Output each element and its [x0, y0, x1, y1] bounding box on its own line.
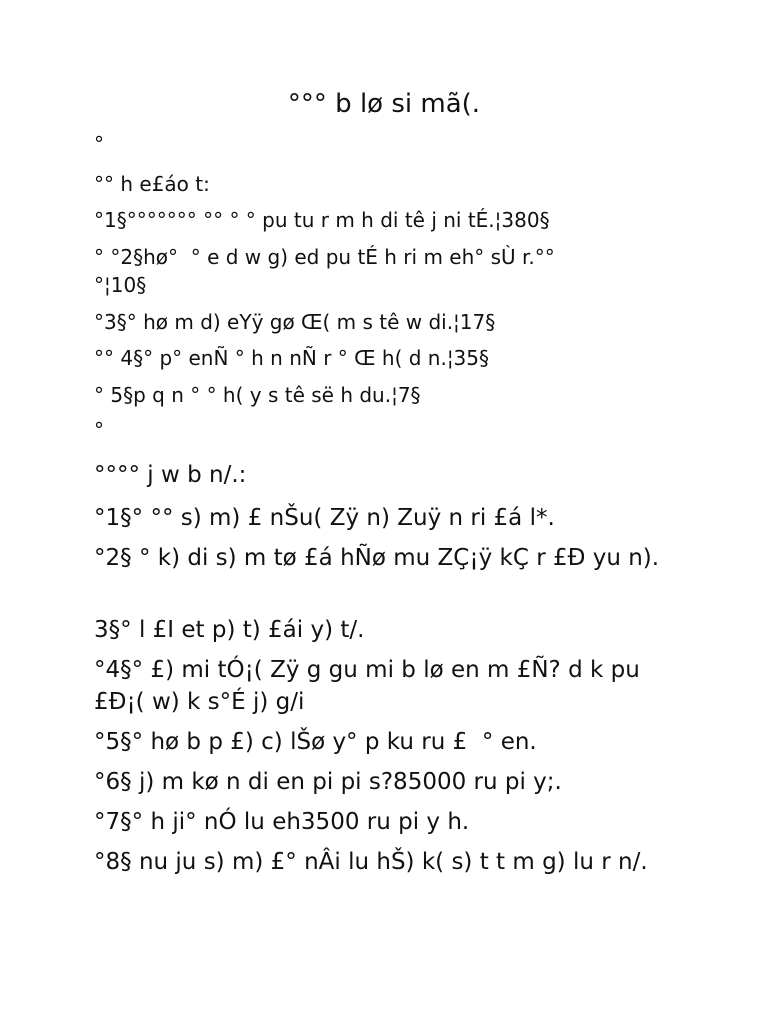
list-item: 3§° l £I et p) t) £ái y) t/.	[94, 617, 365, 643]
list-item-continuation: °¦10§	[94, 273, 147, 297]
section-heading: °° h e£áo t:	[94, 172, 210, 196]
list-item: °7§° h ji° nÓ lu eh3500 ru pi y h.	[94, 809, 470, 835]
list-item: °° 4§° p° enÑ ° h n nÑ r ° Œ h( d n.¦35§	[94, 346, 490, 370]
list-item: °2§ ° k) di s) m tø £á hÑø mu ZÇ¡ÿ kÇ r £Ð yu n).	[94, 545, 660, 571]
list-item: °1§° °° s) m) £ nŠu( Zÿ n) Zuÿ n ri £á l*.	[94, 505, 555, 531]
section-heading: °°°° j w b n/.:	[94, 462, 247, 488]
document-title: °°° b lø si mã(.	[287, 89, 481, 119]
list-item: °5§° hø b p £) c) lŠø y° p ku ru £ ° en.	[94, 729, 537, 755]
blank-marker: °	[94, 418, 104, 442]
list-item: °3§° hø m d) eYÿ gø Œ( m s tê w di.¦17§	[94, 310, 496, 334]
list-item: ° 5§p q n ° ° h( y s tê së h du.¦7§	[94, 383, 421, 407]
list-item: ° °2§hø° ° e d w g) ed pu tÉ h ri m eh° sÙ r.°°	[94, 245, 555, 269]
list-item: °6§ j) m kø n di en pi pi s?85000 ru pi y;.	[94, 769, 562, 795]
list-item: °4§° £) mi tÓ¡( Zÿ g gu mi b lø en m £Ñ? d k pu £Ð¡( w) k s°É j) g/i	[94, 657, 648, 715]
blank-marker: °	[94, 132, 104, 156]
list-item: °1§°°°°°°° °° ° ° pu tu r m h di tê j ni tÉ.¦380§	[94, 208, 550, 232]
list-item: °8§ nu ju s) m) £° nÂi lu hŠ) k( s) t t m g) lu r n/.	[94, 849, 648, 875]
